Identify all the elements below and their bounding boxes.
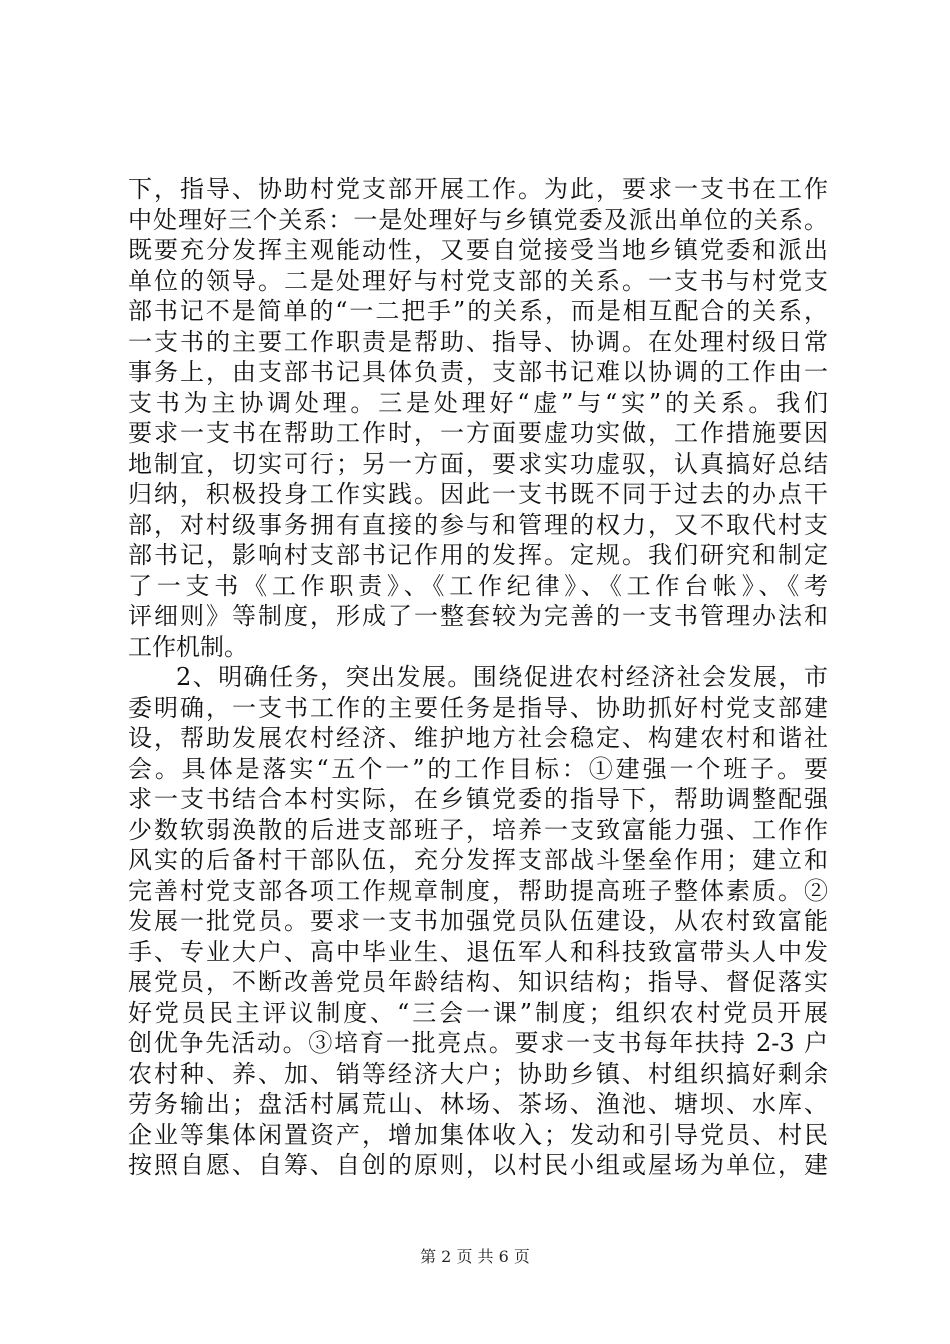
text-line: 会。具体是落实“五个一”的工作目标：①建强一个班子。要 — [128, 754, 828, 783]
text-line: 设，帮助发展农村经济、维护地方社会稳定、构建农村和谐社 — [128, 724, 828, 752]
text-line: 中处理好三个关系：一是处理好与乡镇党委及派出单位的关系。 — [128, 205, 828, 234]
text-line: 委明确，一支书工作的主要任务是指导、协助抓好村党支部建 — [128, 693, 828, 722]
text-line: 支书为主协调处理。三是处理好“虚”与“实”的关系。我们 — [128, 388, 828, 417]
text-line: 求一支书结合本村实际，在乡镇党委的指导下，帮助调整配强 — [128, 785, 828, 813]
text-line: 手、专业大户、高中毕业生、退伍军人和科技致富带头人中发 — [128, 937, 828, 966]
text-line: 一支书的主要工作职责是帮助、指导、协调。在处理村级日常 — [128, 327, 828, 356]
text-line: 了一支书《工作职责》、《工作纪律》、《工作台帐》、《考 — [128, 571, 828, 600]
text-line: 发展一批党员。要求一支书加强党员队伍建设，从农村致富能 — [128, 907, 828, 935]
text-line: 农村种、养、加、销等经济大户；协助乡镇、村组织搞好剩余 — [128, 1059, 828, 1088]
text-line: 归纳，积极投身工作实践。因此一支书既不同于过去的办点干 — [128, 480, 828, 508]
text-line: 既要充分发挥主观能动性，又要自觉接受当地乡镇党委和派出 — [128, 236, 828, 264]
text-line: 单位的领导。二是处理好与村党支部的关系。一支书与村党支 — [128, 266, 828, 295]
text-line: 部书记不是简单的“一二把手”的关系，而是相互配合的关系， — [128, 297, 828, 325]
text-line: 风实的后备村干部队伍，充分发挥支部战斗堡垒作用；建立和 — [128, 846, 828, 874]
text-line: 企业等集体闲置资产，增加集体收入；发动和引导党员、村民 — [128, 1120, 828, 1149]
text-line: 按照自愿、自筹、自创的原则，以村民小组或屋场为单位，建 — [128, 1151, 828, 1179]
document-body — [128, 174, 828, 1181]
text-line: 要求一支书在帮助工作时，一方面要虚功实做，工作措施要因 — [128, 419, 828, 447]
text-line: 完善村党支部各项工作规章制度，帮助提高班子整体素质。② — [128, 876, 828, 905]
text-line: 工作机制。 — [128, 632, 248, 661]
text-line: 下，指导、协助村党支部开展工作。为此，要求一支书在工作 — [128, 175, 828, 203]
text-line: 部，对村级事务拥有直接的参与和管理的权力，又不取代村支 — [128, 510, 828, 539]
text-line: 事务上，由支部书记具体负责，支部书记难以协调的工作由一 — [128, 358, 828, 386]
paragraph-start-line: 2、明确任务，突出发展。围绕促进农村经济社会发展，市 — [176, 663, 828, 691]
page-number-footer: 第 2 页 共 6 页 — [420, 1247, 530, 1266]
text-line: 少数软弱涣散的后进支部班子，培养一支致富能力强、工作作 — [128, 815, 828, 844]
text-line: 劳务输出；盘活村属荒山、林场、茶场、渔池、塘坝、水库、 — [128, 1090, 828, 1118]
text-line: 地制宜，切实可行；另一方面，要求实功虚驭，认真搞好总结 — [128, 449, 828, 478]
text-line: 评细则》等制度，形成了一整套较为完善的一支书管理办法和 — [128, 602, 828, 630]
text-line: 创优争先活动。③培育一批亮点。要求一支书每年扶持 2-3 户 — [128, 1029, 828, 1057]
text-line: 部书记，影响村支部书记作用的发挥。定规。我们研究和制定 — [128, 541, 828, 569]
text-line: 展党员，不断改善党员年龄结构、知识结构；指导、督促落实 — [128, 968, 828, 996]
text-line: 好党员民主评议制度、“三会一课”制度；组织农村党员开展 — [128, 998, 828, 1027]
